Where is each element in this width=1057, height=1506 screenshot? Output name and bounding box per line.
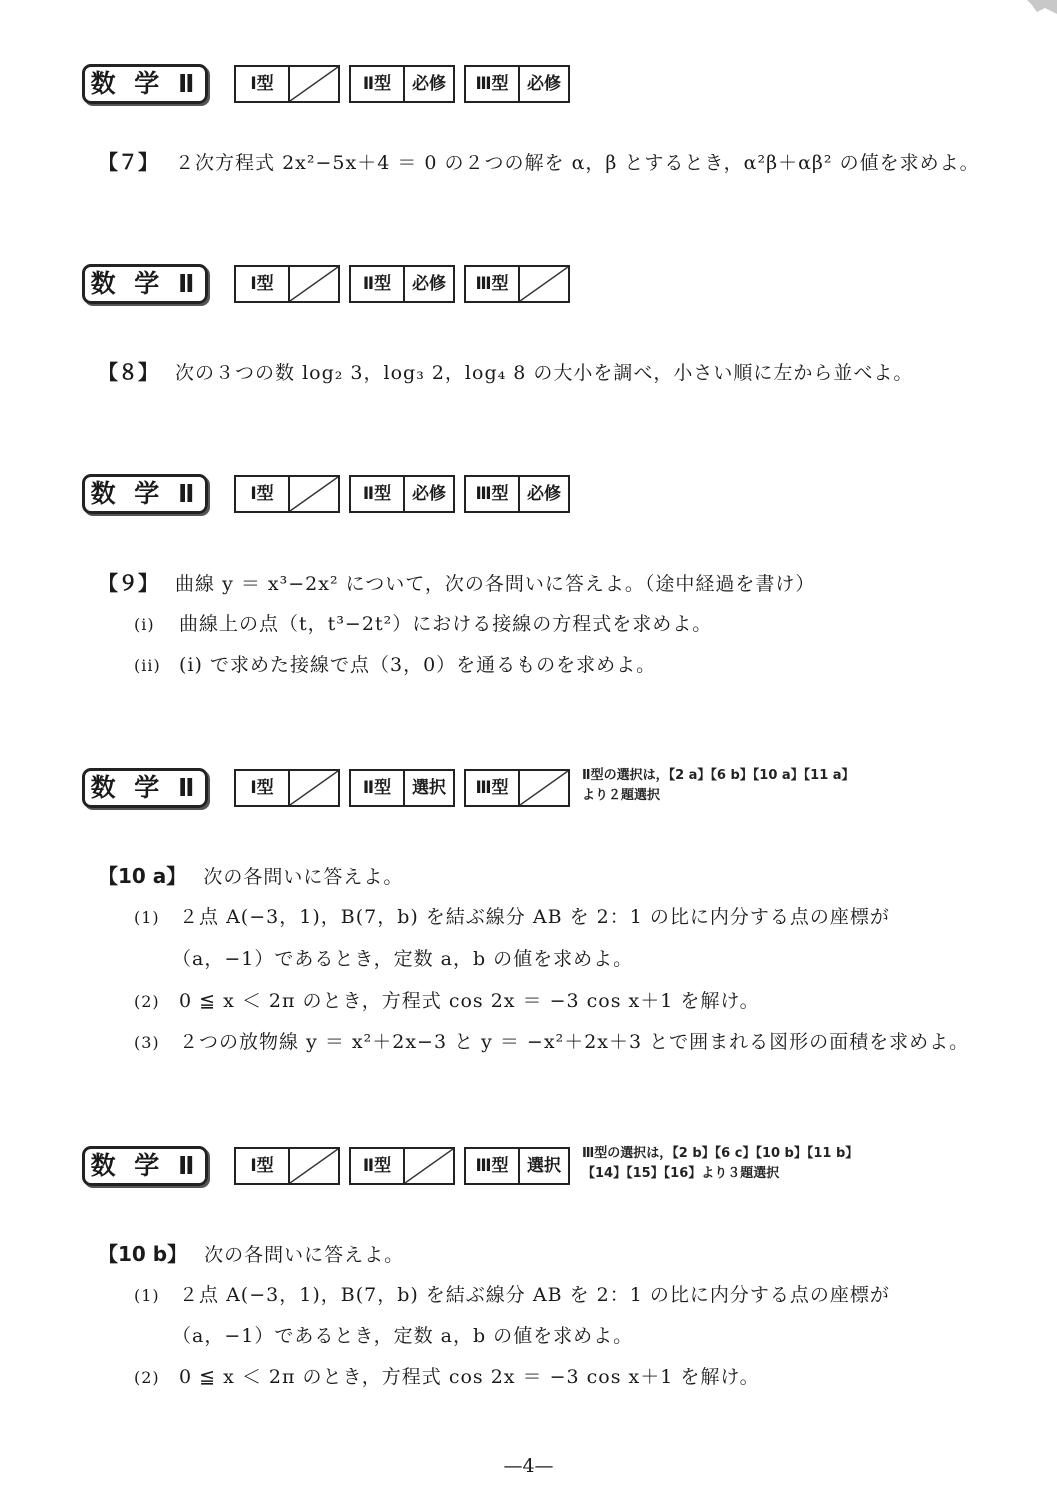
type3-label: Ⅲ型 (466, 1149, 520, 1183)
q8-question (98, 356, 913, 385)
type2-label: Ⅱ型 (351, 267, 405, 301)
q10a-header (82, 768, 1022, 810)
q7-number: 【７】 (98, 150, 158, 174)
q8-header (82, 264, 1022, 306)
selection-note-line1: Ⅱ型の選択は，【2 a】【6 b】【10 a】【11 a】 (582, 768, 855, 783)
type2-box (349, 65, 455, 103)
q10a-sub-1-cont (172, 944, 633, 971)
q10a-sub-3 (134, 1027, 969, 1054)
type2-box (349, 265, 455, 303)
sub-label: (2) (134, 992, 160, 1011)
type2-required: 必修 (412, 274, 446, 294)
subject-badge: 数 学 Ⅱ (82, 474, 208, 514)
type3-box (464, 65, 570, 103)
scan-edge-mark (1007, 0, 1057, 20)
not-applicable-slash (520, 267, 568, 301)
type3-box (464, 265, 570, 303)
type2-label: Ⅱ型 (351, 477, 405, 511)
type1-box (234, 1147, 340, 1185)
type1-box (234, 475, 340, 513)
sub-text: ２点 A(−3，1)，B(7，b) を結ぶ線分 AB を 2：1 の比に内分する点の座標が (179, 1284, 890, 1306)
type2-box (349, 1147, 455, 1185)
q10a-sub-2 (134, 986, 760, 1013)
q10a-question (98, 860, 403, 889)
sub-text: 0 ≦ x ＜ 2π のとき，方程式 cos 2x ＝ −3 cos x＋1 を解け。 (179, 990, 760, 1012)
q10a-sub-1 (134, 902, 890, 929)
q10b-sub-1 (134, 1280, 890, 1307)
q10a-number: 【10 a】 (98, 864, 187, 888)
q10b-question (98, 1238, 404, 1267)
q10b-text: 次の各問いに答えよ。 (204, 1244, 405, 1266)
sub-text: ２つの放物線 y ＝ x²＋2x−3 と y ＝ −x²＋2x＋3 とで囲まれる図形の面積を求めよ。 (179, 1031, 970, 1053)
type3-box (464, 1147, 570, 1185)
not-applicable-slash (405, 1149, 453, 1183)
type3-required: 必修 (527, 484, 561, 504)
sub-label: (2) (134, 1368, 160, 1387)
sub-text: 曲線上の点（t，t³−2t²）における接線の方程式を求めよ。 (179, 613, 713, 635)
q9-question (98, 567, 815, 596)
sub-text: 0 ≦ x ＜ 2π のとき，方程式 cos 2x ＝ −3 cos x＋1 を解け。 (179, 1366, 760, 1388)
type2-label: Ⅱ型 (351, 1149, 405, 1183)
type3-label: Ⅲ型 (466, 771, 520, 805)
selection-note (582, 766, 962, 806)
subject-badge: 数 学 Ⅱ (82, 64, 208, 104)
q7-text: ２次方程式 2x²−5x＋4 ＝ 0 の２つの解を α，β とするとき，α²β＋αβ² の値を求めよ。 (175, 152, 980, 174)
sub-label: (ii) (134, 656, 161, 675)
q8-number: 【８】 (98, 360, 158, 384)
q10b-sub-1-cont (172, 1321, 633, 1348)
sub-text: (i) で求めた接線で点（3，0）を通るものを求めよ。 (179, 654, 657, 676)
sub-text: （a，−1）であるとき，定数 a，b の値を求めよ。 (172, 1325, 634, 1347)
sub-label: (1) (134, 1286, 160, 1305)
q8-text: 次の３つの数 log₂ 3，log₃ 2，log₄ 8 の大小を調べ，小さい順に左から並べよ。 (175, 362, 914, 384)
not-applicable-slash (290, 477, 338, 511)
type1-box (234, 65, 340, 103)
type3-label: Ⅲ型 (466, 67, 520, 101)
q10a-text: 次の各問いに答えよ。 (203, 866, 404, 888)
q9-sub-i (134, 609, 712, 636)
subject-badge: 数 学 Ⅱ (82, 264, 208, 304)
not-applicable-slash (290, 267, 338, 301)
q10b-header (82, 1146, 1022, 1188)
type3-label: Ⅲ型 (466, 267, 520, 301)
sub-label: (1) (134, 908, 160, 927)
type2-elective: 選択 (412, 778, 446, 798)
q7-question (98, 146, 980, 175)
page-number: —4— (503, 1455, 554, 1477)
type2-required: 必修 (412, 74, 446, 94)
q9-header (82, 474, 1022, 516)
q9-sub-ii (134, 650, 656, 677)
type2-box (349, 475, 455, 513)
type1-label: Ⅰ型 (236, 267, 290, 301)
selection-note (582, 1144, 962, 1184)
type3-elective: 選択 (527, 1156, 561, 1176)
type3-label: Ⅲ型 (466, 477, 520, 511)
q10b-sub-2 (134, 1362, 760, 1389)
type3-box (464, 475, 570, 513)
q10b-number: 【10 b】 (98, 1242, 188, 1266)
type1-box (234, 769, 340, 807)
subject-badge: 数 学 Ⅱ (82, 768, 208, 808)
type1-label: Ⅰ型 (236, 1149, 290, 1183)
type1-label: Ⅰ型 (236, 67, 290, 101)
type3-box (464, 769, 570, 807)
q7-header (82, 64, 1022, 106)
sub-text: （a，−1）であるとき，定数 a，b の値を求めよ。 (172, 948, 634, 970)
type2-label: Ⅱ型 (351, 771, 405, 805)
sub-text: ２点 A(−3，1)，B(7，b) を結ぶ線分 AB を 2：1 の比に内分する点の座標が (179, 906, 890, 928)
not-applicable-slash (290, 1149, 338, 1183)
type2-label: Ⅱ型 (351, 67, 405, 101)
type2-box (349, 769, 455, 807)
not-applicable-slash (290, 771, 338, 805)
type1-label: Ⅰ型 (236, 771, 290, 805)
sub-label: (i) (134, 615, 155, 634)
not-applicable-slash (290, 67, 338, 101)
sub-label: (3) (134, 1033, 160, 1052)
not-applicable-slash (520, 771, 568, 805)
q9-number: 【９】 (98, 571, 158, 595)
type2-required: 必修 (412, 484, 446, 504)
type3-required: 必修 (527, 74, 561, 94)
q9-text: 曲線 y ＝ x³−2x² について，次の各問いに答えよ。（途中経過を書け） (175, 573, 816, 595)
subject-badge: 数 学 Ⅱ (82, 1146, 208, 1186)
type1-label: Ⅰ型 (236, 477, 290, 511)
selection-note-line2: より２題選択 (582, 788, 661, 803)
selection-note-line1: Ⅲ型の選択は，【2 b】【6 c】【10 b】【11 b】 (582, 1146, 859, 1161)
selection-note-line2: 【14】【15】【16】より３題選択 (582, 1166, 780, 1181)
type1-box (234, 265, 340, 303)
